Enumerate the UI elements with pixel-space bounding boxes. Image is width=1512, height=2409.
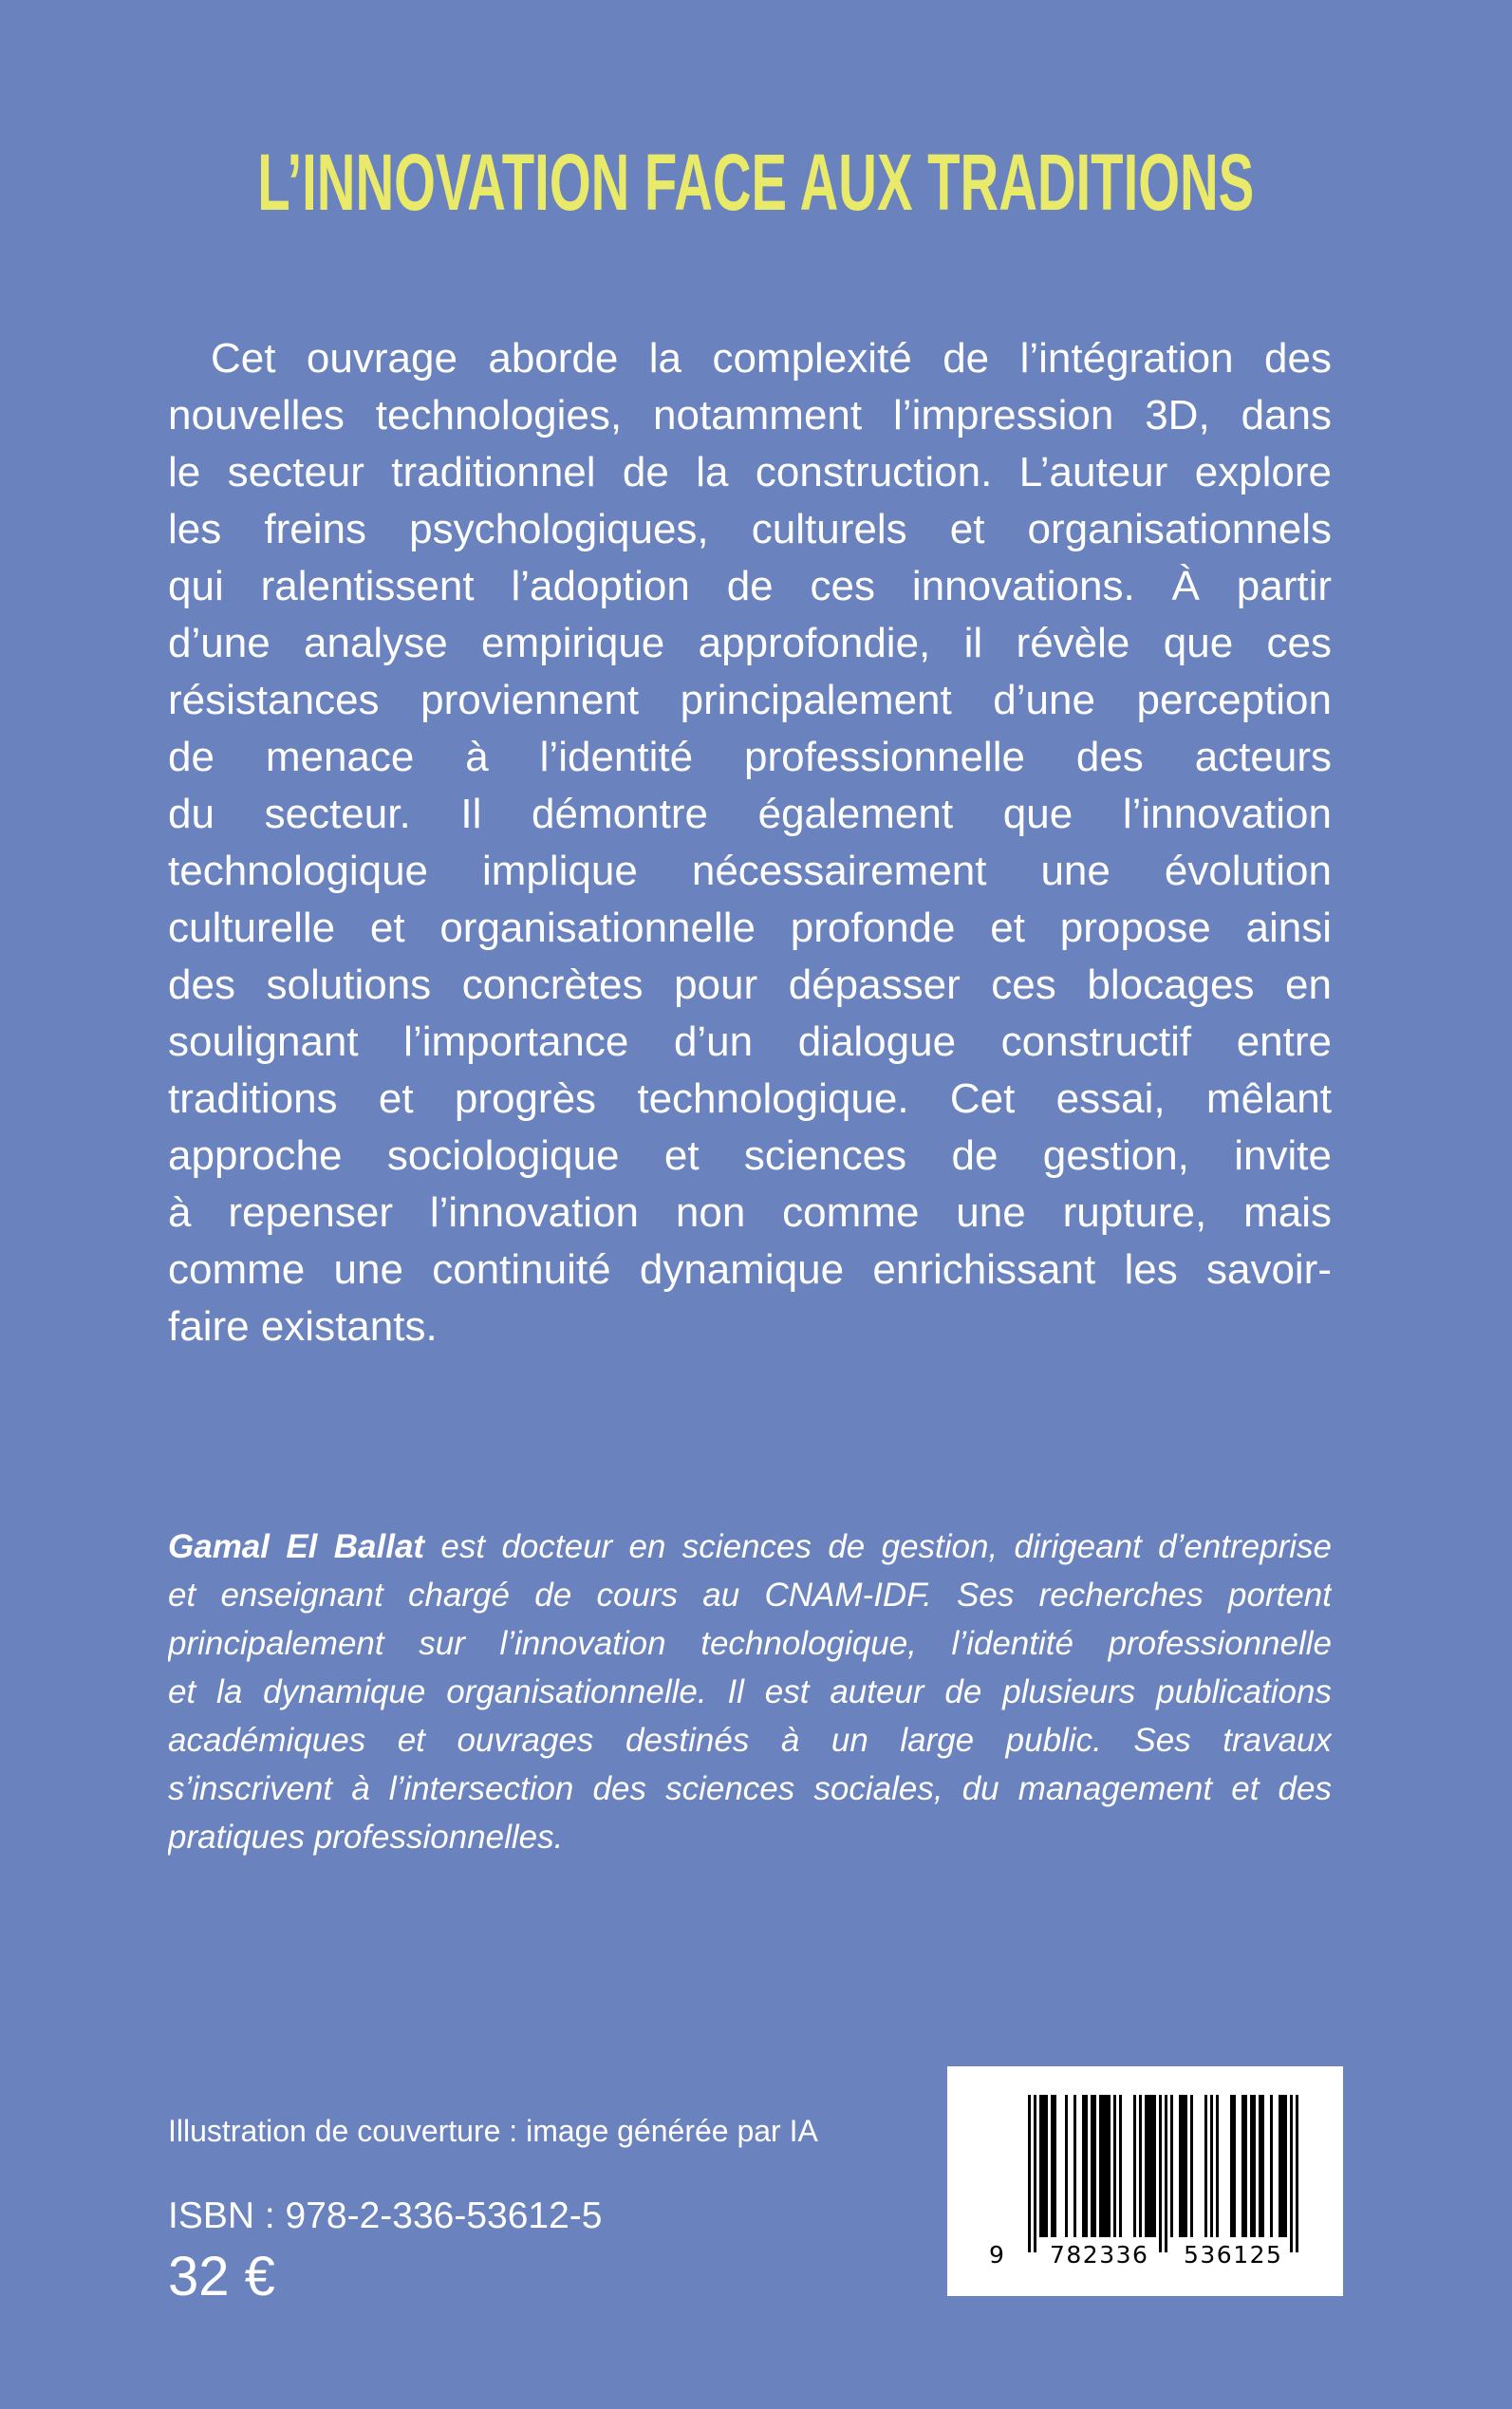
summary-line: nouvelles technologies, notamment l’impression 3D, dans: [168, 392, 1332, 439]
summary-line: des solutions concrètes pour dépasser ces blocages en: [168, 962, 1332, 1008]
barcode-bar: [1145, 2095, 1156, 2237]
bio-line: et la dynamique organisationnelle. Il est auteur de plusieurs publications: [168, 1673, 1332, 1710]
summary-line: du secteur. Il démontre également que l’innovation: [168, 791, 1332, 837]
bio-line: et enseignant chargé de cours au CNAM-IDF. Ses recherches portent: [168, 1577, 1332, 1614]
summary-line: le secteur traditionnel de la construction. L’auteur explore: [168, 449, 1332, 495]
summary-line: culturelle et organisationnelle profonde et propose ainsi: [168, 905, 1332, 951]
barcode-bar: [1230, 2095, 1236, 2237]
barcode-bar: [1065, 2095, 1068, 2237]
book-title-text: L’INNOVATION FACE AUX TRADITIONS: [257, 138, 1255, 227]
barcode-bar: [1170, 2095, 1173, 2237]
bio-line: académiques et ouvrages destinés à un large public. Ses travaux: [168, 1722, 1332, 1759]
barcode-bar: [1250, 2095, 1256, 2237]
barcode-bar: [1133, 2095, 1136, 2237]
barcode-left-digits: 782336: [1050, 2241, 1149, 2269]
summary-line: à repenser l’innovation non comme une rupture, mais: [168, 1189, 1332, 1236]
bio-line: [168, 1522, 1332, 1571]
bio-line: pratiques professionnelles.: [168, 1819, 564, 1856]
barcode-bar: [1039, 2095, 1048, 2237]
summary-line: traditions et progrès technologique. Cet essai, mêlant: [168, 1075, 1332, 1122]
barcode-guard-bar: [1028, 2095, 1031, 2252]
bio-line: principalement sur l’innovation technologique, l’identité professionnelle: [168, 1625, 1332, 1662]
book-title: [0, 138, 1512, 227]
author-bio: [168, 1522, 1332, 1861]
barcode-right-digits: 536125: [1184, 2241, 1283, 2269]
barcode-guard-bar: [1159, 2095, 1162, 2252]
barcode-bar: [1279, 2095, 1287, 2237]
bio-line: s’inscrivent à l’intersection des sciences sociales, du management et des: [168, 1770, 1332, 1807]
barcode-bar: [1082, 2095, 1088, 2237]
isbn: ISBN : 978-2-336-53612-5: [168, 2195, 603, 2236]
barcode-guard-bar: [1165, 2095, 1167, 2252]
summary-line: Cet ouvrage aborde la complexité de l’intégration des: [211, 335, 1332, 382]
barcode-bar: [1241, 2095, 1247, 2237]
barcode-bar: [1073, 2095, 1076, 2237]
barcode-bar: [1204, 2095, 1207, 2237]
barcode-guard-bar: [1034, 2095, 1036, 2252]
author-name: Gamal El Ballat: [168, 1528, 425, 1565]
barcode-guard-bar: [1290, 2095, 1293, 2252]
barcode-first-digit: 9: [989, 2241, 1006, 2269]
summary-line: faire existants.: [168, 1303, 438, 1350]
barcode-bar: [1099, 2095, 1111, 2237]
barcode-bar: [1259, 2095, 1264, 2237]
summary-line: technologique implique nécessairement une évolution: [168, 848, 1332, 894]
price: 32 €: [168, 2246, 275, 2307]
summary-line: approche sociologique et sciences de gestion, invite: [168, 1132, 1332, 1179]
barcode-bar: [1113, 2095, 1116, 2237]
barcode-bar: [1179, 2095, 1187, 2237]
barcode: [947, 2066, 1343, 2296]
summary-line: qui ralentissent l’adoption de ces innovations. À partir: [168, 563, 1332, 609]
barcode-bar: [1190, 2095, 1193, 2237]
summary-line: soulignant l’importance d’un dialogue constructif entre: [168, 1018, 1332, 1065]
barcode-guard-bar: [1296, 2095, 1298, 2252]
bio-line-text: est docteur en sciences de gestion, dirigeant d’entreprise: [424, 1528, 1332, 1565]
cover-illustration-credit: Illustration de couverture : image générée par IA: [168, 2114, 818, 2148]
barcode-bar: [1091, 2095, 1096, 2237]
summary-line: les freins psychologiques, culturels et organisationnels: [168, 506, 1332, 552]
barcode-bar: [1216, 2095, 1219, 2237]
barcode-bar: [1119, 2095, 1122, 2237]
summary-line: de menace à l’identité professionnelle des acteurs: [168, 734, 1332, 780]
summary-line: d’une analyse empirique approfondie, il révèle que ces: [168, 620, 1332, 666]
barcode-bar: [1051, 2095, 1056, 2237]
barcode-bar: [1139, 2095, 1142, 2237]
summary-line: résistances proviennent principalement d’une perception: [168, 677, 1332, 723]
barcode-bar: [1210, 2095, 1213, 2237]
summary-paragraph: [168, 330, 1332, 1355]
summary-line: comme une continuité dynamique enrichissant les savoir-: [168, 1246, 1332, 1293]
barcode-bar: [1270, 2095, 1273, 2237]
